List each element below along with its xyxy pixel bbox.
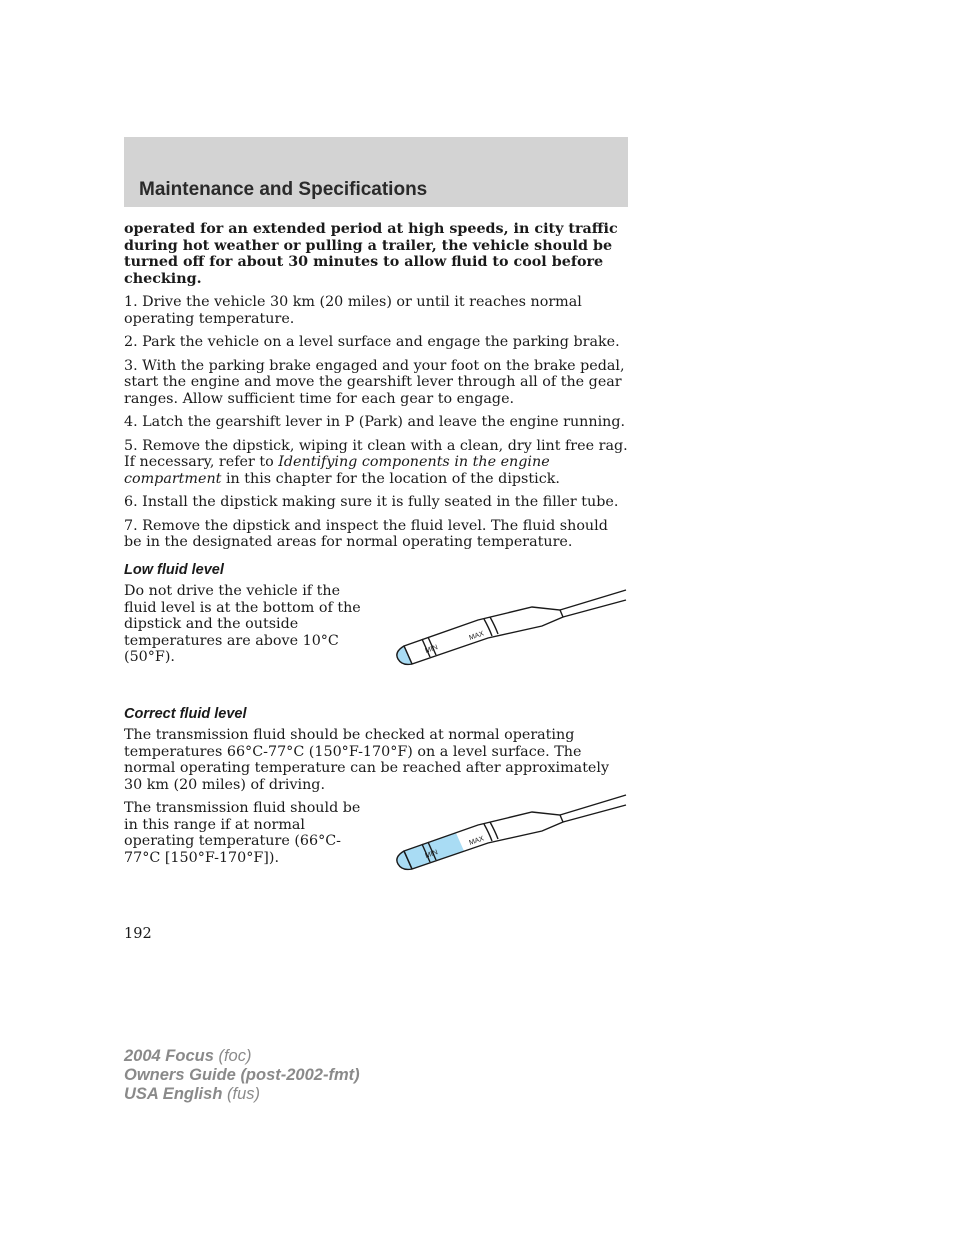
step-5-text: 5. Remove the dipstick, wiping it clean with a clean, dry lint free rag. If necessary, refer to [124, 437, 628, 470]
correct-fluid-text: The transmission fluid should be checked at normal operating temperatures 66°C-77°C (150°F-170°F) on a level surface. The normal operating temperature can be reached after approximately 30 km (20 miles) of driving. [124, 727, 610, 793]
page-content [124, 221, 630, 873]
dipstick-max-label: MAX [468, 630, 485, 642]
page-number: 192 [124, 926, 152, 942]
step-3: 3. With the parking brake engaged and your foot on the brake pedal, start the engine and move the gearshift lever through all of the gear ranges. Allow sufficient time for each gear to engage. [124, 357, 625, 407]
step-2: 2. Park the vehicle on a level surface and engage the parking brake. [124, 334, 620, 350]
footer-line-3 [124, 1085, 360, 1104]
correct-fluid-range-text: The transmission fluid should be in this range if at normal operating temperature (66°C-77°C [150°F-170°F]). [124, 800, 361, 866]
step-6: 6. Install the dipstick making sure it is fully seated in the filler tube. [124, 494, 619, 510]
step-5-text-end: in this chapter for the location of the dipstick. [221, 470, 560, 487]
step-4: 4. Latch the gearshift lever in P (Park) and leave the engine running. [124, 414, 626, 430]
footer-line-2 [124, 1066, 360, 1085]
intro-warning-text: operated for an extended period at high speeds, in city traffic during hot weather or pulling a trailer, the vehicle should be turned off for about 30 minutes to allow fluid to cool before checking. [124, 221, 618, 287]
footer-model: 2004 Focus [124, 1047, 214, 1065]
dipstick-low-level-illustration [392, 586, 628, 670]
document-footer [124, 1047, 360, 1104]
step-7: 7. Remove the dipstick and inspect the fluid level. The fluid should be in the designated areas for normal operating temperature. [124, 517, 608, 550]
correct-fluid-heading: Correct fluid level [124, 705, 247, 722]
step-5-reference: Identifying components in the engine compartment [124, 454, 550, 487]
dipstick-correct-level-illustration [392, 791, 628, 875]
low-fluid-text: Do not drive the vehicle if the fluid level is at the bottom of the dipstick and the outside temperatures are above 10°C (50°F). [124, 583, 361, 665]
step-5 [124, 438, 630, 488]
step-1: 1. Drive the vehicle 30 km (20 miles) or until it reaches normal operating temperature. [124, 294, 582, 327]
dipstick-min-label: MIN [424, 849, 439, 860]
footer-guide: Owners Guide (post-2002-fmt) [124, 1066, 360, 1084]
footer-line-1 [124, 1047, 360, 1066]
section-title: Maintenance and Specifications [139, 179, 428, 200]
footer-language: USA English [124, 1085, 223, 1103]
section-header-band [124, 137, 628, 207]
footer-model-code: (foc) [213, 1047, 252, 1065]
dipstick-min-label: MIN [424, 644, 439, 655]
footer-language-code: (fus) [222, 1085, 260, 1103]
low-fluid-heading: Low fluid level [124, 561, 224, 578]
dipstick-max-label: MAX [468, 835, 485, 847]
